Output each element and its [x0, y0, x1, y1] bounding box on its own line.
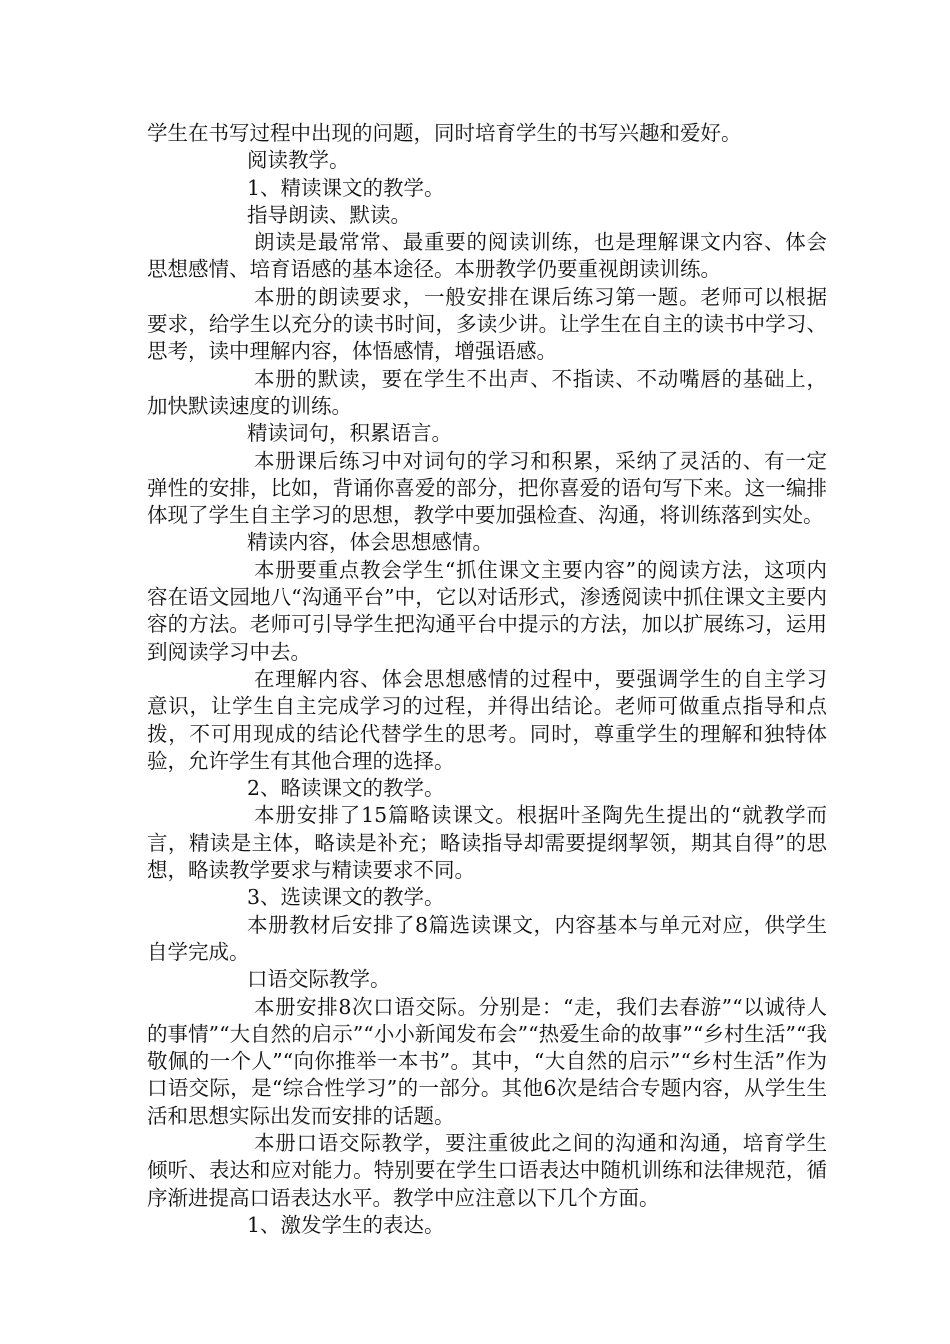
paragraph-optional-reading: 本册教材后安排了8篇选读课文，内容基本与单元对应，供学生自学完成。 [147, 912, 827, 964]
document-body [147, 120, 827, 1239]
subheading-stimulate-expression: 1、激发学生的表达。 [247, 1212, 445, 1237]
paragraph-oral-reading: 朗读是最常常、最重要的阅读训练，也是理解课文内容、体会思想感情、培育语感的基本途径。本册教学仍要重视朗读训练。 [147, 230, 827, 282]
paragraph-words-phrases: 本册课后练习中对词句的学习和积累，采纳了灵活的、有一定弹性的安排，比如，背诵你喜爱的部分，把你喜爱的语句写下来。这一编排体现了学生自主学习的思想，教学中要加强检查、沟通，将训练落到实处。 [147, 448, 827, 528]
paragraph-continuation: 学生在书写过程中出现的问题，同时培育学生的书写兴趣和爱好。 [147, 121, 742, 145]
paragraph-silent-reading: 本册的默读，要在学生不出声、不指读、不动嘴唇的基础上，加快默读速度的训练。 [147, 366, 827, 418]
subheading-intensive-reading: 1、精读课文的教学。 [247, 175, 445, 200]
paragraph-oral-reading-requirements: 本册的朗读要求，一般安排在课后练习第一题。老师可以根据要求，给学生以充分的读书时间，多读少讲。让学生在自主的读书中学习、思考，读中理解内容，体悟感情，增强语感。 [147, 284, 827, 364]
section-heading-oral-communication: 口语交际教学。 [247, 967, 391, 992]
paragraph-oral-communication-topics: 本册安排8次口语交际。分别是：“走，我们去春游”“以诚待人的事情”“大自然的启示”“小小新闻发布会”“热爱生命的故事”“乡村生活”“我敬佩的一个人”“向你推举一本书”。其中，“大自然的启示”“乡村生活”作为口语交际，是“综合性学习”的一部分。其他6次是结合专题内容，从学生生活和思想实际出发而安排的话题。 [147, 994, 827, 1128]
section-heading-reading: 阅读教学。 [247, 148, 350, 173]
subheading-content-emotion: 精读内容，体会思想感情。 [247, 530, 493, 555]
subheading-skim-reading: 2、略读课文的教学。 [247, 776, 445, 801]
paragraph-oral-communication-teaching: 本册口语交际教学，要注重彼此之间的沟通和沟通，培育学生倾听、表达和应对能力。特别要在学生口语表达中随机训练和法律规范，循序渐进提高口语表达水平。教学中应注意以下几个方面。 [147, 1130, 827, 1210]
paragraph-main-content-method: 本册要重点教会学生“抓住课文主要内容”的阅读方法，这项内容在语文园地八“沟通平台”中，它以对话形式，渗透阅读中抓住课文主要内容的方法。老师可引导学生把沟通平台中提示的方法，加以扩展练习，运用到阅读学习中去。 [147, 557, 827, 664]
paragraph-skim-reading: 本册安排了15篇略读课文。根据叶圣陶先生提出的“就教学而言，精读是主体，略读是补充；略读指导却需要提纲挈领，期其自得”的思想，略读教学要求与精读要求不同。 [147, 803, 827, 883]
subheading-guided-reading: 指导朗读、默读。 [247, 202, 411, 227]
paragraph-autonomous-learning: 在理解内容、体会思想感情的过程中，要强调学生的自主学习意识，让学生自主完成学习的过程，并得出结论。老师可做重点指导和点拨，不可用现成的结论代替学生的思考。同时，尊重学生的理解和独特体验，允许学生有其他合理的选择。 [147, 666, 827, 773]
subheading-words-phrases: 精读词句，积累语言。 [247, 421, 452, 446]
subheading-optional-reading: 3、选读课文的教学。 [247, 885, 445, 910]
